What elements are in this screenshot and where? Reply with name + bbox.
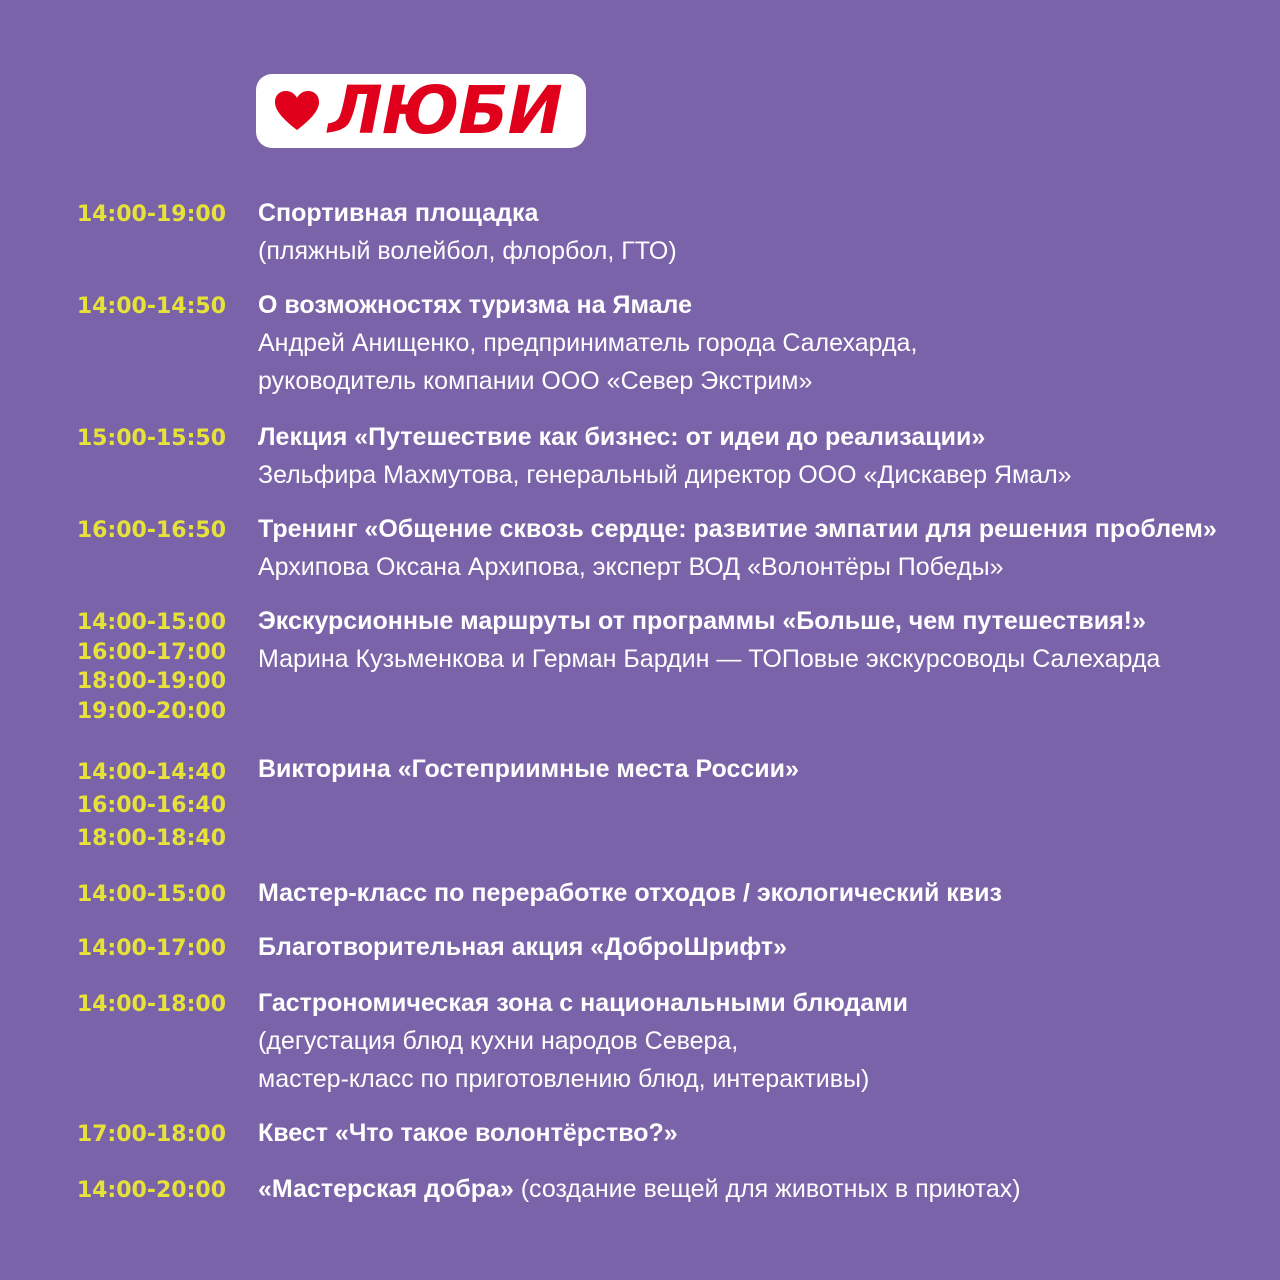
event-title: Благотворительная акция «ДоброШрифт» — [258, 933, 788, 961]
event-title-line — [258, 194, 1268, 232]
time-slots — [77, 292, 226, 322]
event-content — [258, 928, 1268, 966]
event-title-line — [258, 984, 1268, 1022]
time-slot: 14:00-20:00 — [76, 1178, 226, 1203]
event-detail: Андрей Анищенко, предприниматель города Салехарда, — [258, 329, 918, 357]
time-slot: 14:00-18:00 — [76, 992, 226, 1017]
event-content — [258, 510, 1268, 586]
event-content — [258, 1170, 1268, 1208]
time-slot: 18:00-18:40 — [76, 826, 226, 851]
event-title: Экскурсионные маршруты от программы «Больше, чем путешествия!» — [258, 607, 1146, 635]
event-content — [258, 286, 1268, 400]
event-detail: Марина Кузьменкова и Герман Бардин — ТОПовые экскурсоводы Салехарда — [258, 645, 1161, 673]
event-content — [258, 1114, 1268, 1152]
event-title: Мастер-класс по переработке отходов / экологический квиз — [258, 879, 1002, 907]
time-slots — [77, 880, 226, 910]
time-slot: 14:00-17:00 — [76, 936, 226, 961]
time-slot: 14:00-14:40 — [76, 760, 226, 785]
event-title-line — [258, 928, 1268, 966]
time-slots — [77, 756, 226, 855]
time-slot: 16:00-16:40 — [76, 793, 226, 818]
time-slots — [77, 608, 226, 726]
event-title-line — [258, 418, 1268, 456]
event-detail: (пляжный волейбол, флорбол, ГТО) — [258, 237, 677, 265]
event-content — [258, 984, 1268, 1098]
event-title-line — [258, 602, 1268, 640]
time-slots — [77, 934, 226, 964]
logo-badge — [256, 74, 586, 148]
event-content — [258, 602, 1268, 678]
event-title: Спортивная площадка — [258, 199, 539, 227]
time-slot: 14:00-14:50 — [76, 294, 226, 319]
event-title: О возможностях туризма на Ямале — [258, 291, 692, 319]
event-title-line — [258, 286, 1268, 324]
time-slot: 14:00-19:00 — [76, 202, 226, 227]
time-slot: 18:00-19:00 — [76, 669, 226, 694]
time-slots — [77, 516, 226, 546]
event-title-line — [258, 1114, 1268, 1152]
event-title: Гастрономическая зона с национальными блюдами — [258, 989, 909, 1017]
event-inline-description: (создание вещей для животных в приютах) — [513, 1175, 1021, 1203]
time-slot: 17:00-18:00 — [76, 1122, 226, 1147]
heart-icon — [274, 90, 320, 132]
event-detail: мастер-класс по приготовлению блюд, интерактивы) — [258, 1065, 870, 1093]
time-slot: 16:00-16:50 — [76, 518, 226, 543]
event-detail: руководитель компании ООО «Север Экстрим» — [258, 367, 813, 395]
time-slot: 15:00-15:50 — [76, 426, 226, 451]
event-detail: (дегустация блюд кухни народов Севера, — [258, 1027, 739, 1055]
time-slot: 19:00-20:00 — [76, 698, 226, 724]
event-content — [258, 874, 1268, 912]
event-title: «Мастерская добра» — [258, 1175, 514, 1203]
time-slot: 16:00-17:00 — [76, 639, 226, 665]
time-slot: 14:00-15:00 — [76, 610, 226, 635]
time-slots — [77, 1120, 226, 1150]
event-detail: Архипова Оксана Архипова, эксперт ВОД «Волонтёры Победы» — [258, 553, 1004, 581]
logo-text: ЛЮБИ — [328, 72, 562, 149]
time-slots — [77, 424, 226, 454]
event-detail: Зельфира Махмутова, генеральный директор ООО «Дискавер Ямал» — [258, 461, 1072, 489]
event-content — [258, 750, 1268, 788]
event-title-line — [258, 510, 1268, 548]
time-slot: 14:00-15:00 — [76, 882, 226, 907]
time-slots — [77, 1176, 226, 1206]
time-slots — [77, 200, 226, 230]
event-title-line — [258, 750, 1268, 788]
event-title: Викторина «Гостеприимные места России» — [258, 755, 799, 783]
event-title-line — [258, 1170, 1268, 1208]
time-slots — [77, 990, 226, 1020]
event-title: Квест «Что такое волонтёрство?» — [258, 1119, 678, 1147]
event-content — [258, 194, 1268, 270]
event-title: Тренинг «Общение сквозь сердце: развитие эмпатии для решения проблем» — [258, 515, 1217, 543]
event-title-line — [258, 874, 1268, 912]
event-content — [258, 418, 1268, 494]
event-title: Лекция «Путешествие как бизнес: от идеи до реализации» — [258, 423, 986, 451]
